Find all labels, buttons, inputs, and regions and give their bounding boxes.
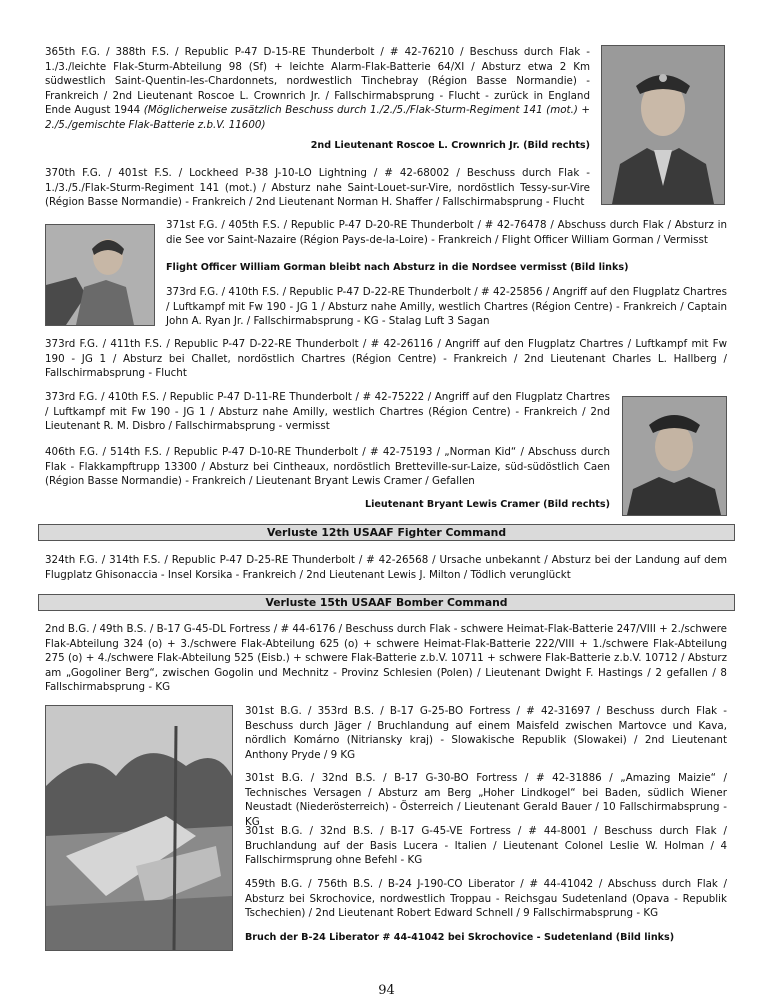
entry-text: 365th F.G. / 388th F.S. / Republic P-47 D-15-RE Thunderbolt / # 42-76210 / Beschuss durch Flak - 1./3./leichte Flak-Sturm-Abteilung 98 (Sf) + leichte Alarm-Flak-Batterie 64/XI / Absturz etwa 2 Km südwestlich Saint-Quentin-les-Chardonnets, nordwestlich Tinchebray (Région Basse Normandie) - Frankreich / 2nd Lieutenant Roscoe L. Crownrich Jr. / Fallschirmabsprung - Flucht - zurück in England Ende August 1944 [45,46,590,117]
section-header-bomber-command: Verluste 15th USAAF Bomber Command [38,594,735,611]
caption-crownrich: 2nd Lieutenant Roscoe L. Crownrich Jr. (Bild rechts) [310,140,590,151]
entry-459th-bg: 459th B.G. / 756th B.S. / B-24 J-190-CO Liberator / # 44-41042 / Abschuss durch Flak / Absturz bei Skrochovice, nordwestlich Troppau - Reichsgau Sudetenland (Opava - Republik Tschechien) / 2nd Lieutenant Robert Edward Schnell / 9 Fallschirmabsprung - KG [245,878,727,920]
page-number: 94 [378,983,395,998]
entry-324th-fg: 324th F.G. / 314th F.S. / Republic P-47 D-25-RE Thunderbolt / # 42-26568 / Ursache unbekannt / Absturz bei der Landung auf dem Flugplatz Ghisonaccia - Insel Korsika - Frankreich / 2nd Lieutenant Lewis J. Milton / Tödlich verunglückt [45,554,727,581]
entry-301st-bg-holman: 301st B.G. / 32nd B.S. / B-17 G-45-VE Fortress / # 44-8001 / Beschuss durch Flak / Bruchlandung auf der Basis Lucera - Italien / Lieutenant Colonel Leslie W. Holman / 4 Fallschirmsprung ohne Befehl - KG [245,825,727,867]
entry-301st-bg-pryde: 301st B.G. / 353rd B.S. / B-17 G-25-BO Fortress / # 42-31697 / Beschuss durch Flak - Beschuss durch Jäger / Bruchlandung auf einem Maisfeld zwischen Martovce und Kava, nördlich Komárno (Nitriansky kraj) - Slowakische Republik (Slowakei) / 2nd Lieutenant Anthony Pryde / 9 KG [245,705,727,761]
photo-cramer [622,396,727,516]
entry-italic-note: (Möglicherweise zusätzlich Beschuss durch 1./2./5./Flak-Sturm-Regiment 141 (mot.) + 2./5./gemischte Flak-Batterie z.b.V. 11600) [45,104,591,131]
caption-wreck: Bruch der B-24 Liberator # 44-41042 bei Skrochovice - Sudetenland (Bild links) [245,932,675,943]
photo-gorman [45,224,155,326]
photo-b24-wreck [45,705,233,951]
section-header-fighter-command: Verluste 12th USAAF Fighter Command [38,524,735,541]
entry-373rd-fg-disbro: 373rd F.G. / 410th F.S. / Republic P-47 D-11-RE Thunderbolt / # 42-75222 / Angriff auf den Flugplatz Chartres / Luftkampf mit Fw 190 - JG 1 / Absturz nahe Amilly, westlich Chartres (Région Centre) - Frankreich / 2nd Lieutenant R. M. Disbro / Fallschirmabsprung - vermisst [45,391,610,433]
entry-373rd-fg-hallberg: 373rd F.G. / 411th F.S. / Republic P-47 D-22-RE Thunderbolt / # 42-26116 / Angriff auf den Flugplatz Chartres / Luftkampf mit Fw 190 - JG 1 / Absturz bei Challet, nordöstlich Chartres (Région Centre) - Frankreich / 2nd Lieutenant Charles L. Hallberg / Fallschirmabsprung - Flucht [45,338,727,380]
entry-2nd-bg: 2nd B.G. / 49th B.S. / B-17 G-45-DL Fortress / # 44-6176 / Beschuss durch Flak - schwere Heimat-Flak-Batterie 247/VIII + 2./schwere Flak-Abteilung 324 (o) + 3./schwere Flak-Abteilung 625 (o) + schwere Heimat-Flak-Batterie 222/VIII + 1./schwere Flak-Abteilung 275 (o) + 4./schwere Flak-Abteilung 525 (Eisb.) + schwere Flak-Batterie z.b.V. 10711 + schwere Flak-Batterie z.b.V. 10712 / Absturz am „Gogoliner Berg“, zwischen Gogolin und Mechnitz - Provinz Schlesien (Polen) / Lieutenant Dwight F. Hastings / 2 gefallen / 8 Fallschirmabsprung - KG [45,623,727,694]
entry-301st-bg-bauer: 301st B.G. / 32nd B.S. / B-17 G-30-BO Fortress / # 42-31886 / „Amazing Maizie“ / Technisches Versagen / Absturz am Berg „Hoher Lindkogel“ bei Baden, südlich Wiener Neustadt (Niederösterreich) - Österreich / Lieutenant Gerald Bauer / 10 Fallschirmabsprung - KG [245,772,727,828]
entry-406th-fg: 406th F.G. / 514th F.S. / Republic P-47 D-10-RE Thunderbolt / # 42-75193 / „Norman Kid“ / Abschuss durch Flak - Flakkampftrupp 13300 / Absturz bei Cintheaux, nordöstlich Bretteville-sur-Laize, süd-südöstlich Caen (Région Basse Normandie) - Frankreich / Lieutenant Bryant Lewis Cramer / Gefallen [45,446,610,488]
caption-gorman: Flight Officer William Gorman bleibt nach Absturz in die Nordsee vermisst (Bild links) [166,262,629,273]
entry-371st-fg: 371st F.G. / 405th F.S. / Republic P-47 D-20-RE Thunderbolt / # 42-76478 / Abschuss durch Flak / Absturz in die See vor Saint-Nazaire (Région Pays-de-la-Loire) - Frankreich / Flight Officer William Gorman / Vermisst [166,219,727,246]
caption-cramer: Lieutenant Bryant Lewis Cramer (Bild rechts) [365,499,610,510]
entry-373rd-fg-ryan: 373rd F.G. / 410th F.S. / Republic P-47 D-22-RE Thunderbolt / # 42-25856 / Angriff auf den Flugplatz Chartres / Luftkampf mit Fw 190 - JG 1 / Absturz nahe Amilly, westlich Chartres (Région Centre) - Frankreich / Captain John A. Ryan Jr. / Fallschirmabsprung - KG - Stalag Luft 3 Sagan [166,286,727,328]
entry-370th-fg: 370th F.G. / 401st F.S. / Lockheed P-38 J-10-LO Lightning / # 42-68002 / Beschuss durch Flak - 1./3./5./Flak-Sturm-Regiment 141 (mot.) / Absturz nahe Saint-Louet-sur-Vire, nordöstlich Tessy-sur-Vire (Région Basse Normandie) - Frankreich / 2nd Lieutenant Norman H. Shaffer / Fallschirmabsprung - Flucht [45,167,590,209]
entry-365th-fg [45,45,590,133]
photo-crownrich [601,45,725,205]
